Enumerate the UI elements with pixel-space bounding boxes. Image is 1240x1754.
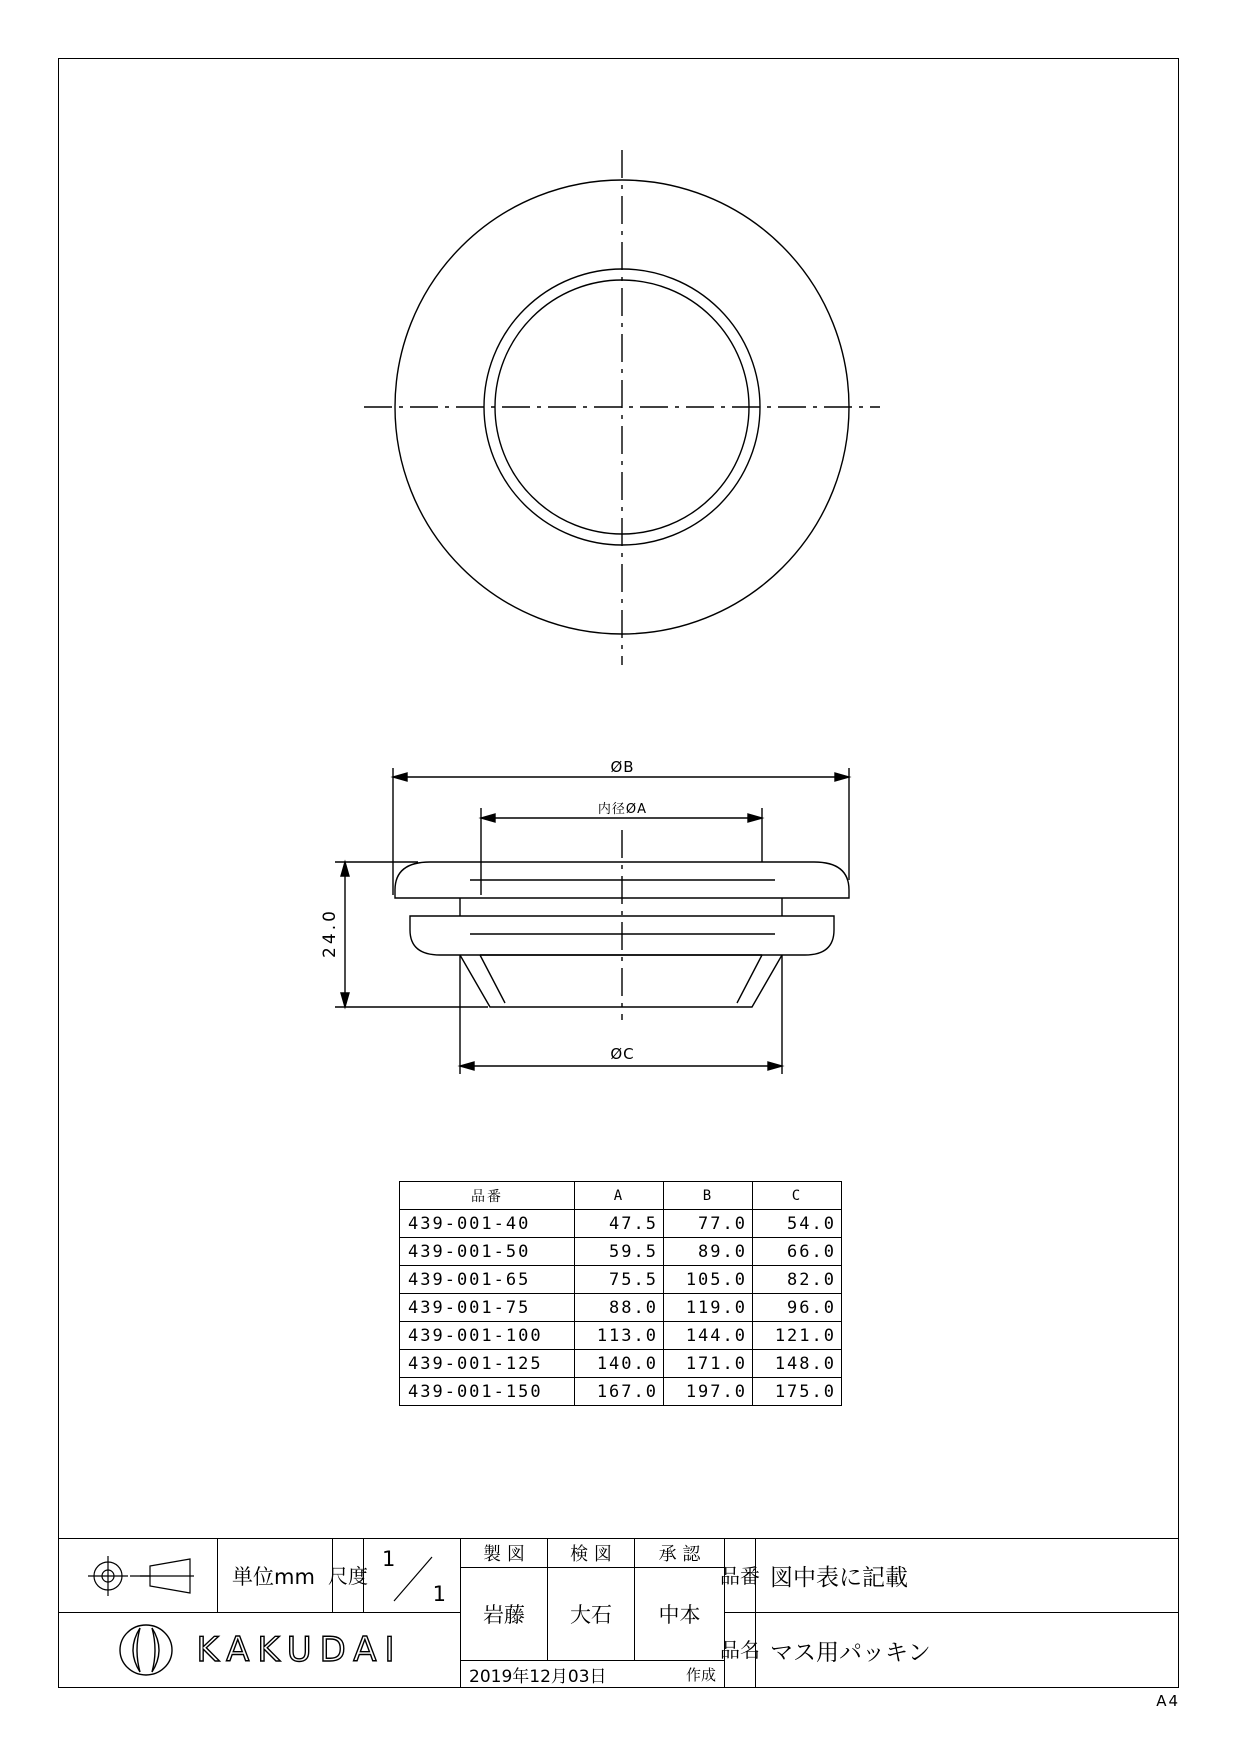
header-part-no: 品番 — [400, 1182, 575, 1210]
cell-c: 54.0 — [753, 1210, 842, 1238]
table-row — [400, 1294, 842, 1322]
date-cell — [460, 1660, 725, 1688]
scale-slash — [364, 1539, 462, 1614]
part-name-label: 品名 — [724, 1612, 756, 1688]
cell-part-no: 439-001-65 — [400, 1266, 575, 1294]
table-row — [400, 1238, 842, 1266]
sheet-size: A4 — [1156, 1692, 1180, 1710]
company-cell — [58, 1612, 461, 1688]
cell-c: 82.0 — [753, 1266, 842, 1294]
cell-b: 197.0 — [664, 1378, 753, 1406]
part-no-label: 品番 — [724, 1538, 756, 1613]
scale-denominator: 1 — [432, 1582, 446, 1606]
header-c: C — [753, 1182, 842, 1210]
cell-b: 77.0 — [664, 1210, 753, 1238]
cell-b: 171.0 — [664, 1350, 753, 1378]
table-row — [400, 1350, 842, 1378]
cell-part-no: 439-001-125 — [400, 1350, 575, 1378]
cell-b: 105.0 — [664, 1266, 753, 1294]
cell-part-no: 439-001-75 — [400, 1294, 575, 1322]
role-drawn: 製 図 — [460, 1538, 548, 1568]
cell-b: 89.0 — [664, 1238, 753, 1266]
name-drawn: 岩藤 — [460, 1567, 548, 1661]
title-block — [58, 1538, 1179, 1688]
dim-outer-label: ØB — [610, 758, 635, 776]
scale-numerator: 1 — [382, 1547, 396, 1571]
part-no-value: 図中表に記載 — [755, 1538, 1179, 1613]
cell-part-no: 439-001-100 — [400, 1322, 575, 1350]
cell-part-no: 439-001-50 — [400, 1238, 575, 1266]
cell-b: 119.0 — [664, 1294, 753, 1322]
cell-b: 144.0 — [664, 1322, 753, 1350]
role-approved: 承 認 — [634, 1538, 725, 1568]
dimension-table — [399, 1181, 842, 1406]
cell-a: 167.0 — [575, 1378, 664, 1406]
cell-part-no: 439-001-150 — [400, 1378, 575, 1406]
cell-part-no: 439-001-40 — [400, 1210, 575, 1238]
created-label: 作成 — [685, 1665, 716, 1684]
cell-c: 148.0 — [753, 1350, 842, 1378]
top-view — [364, 150, 880, 665]
cell-a: 59.5 — [575, 1238, 664, 1266]
scale-value-cell — [363, 1538, 461, 1613]
name-checked: 大石 — [547, 1567, 635, 1661]
table-row — [400, 1210, 842, 1238]
cell-a: 140.0 — [575, 1350, 664, 1378]
company-name: KAKUDAI — [196, 1630, 403, 1670]
header-b: B — [664, 1182, 753, 1210]
cell-c: 96.0 — [753, 1294, 842, 1322]
cell-c: 175.0 — [753, 1378, 842, 1406]
created-date: 2019年12月03日 — [469, 1666, 607, 1687]
table-row — [400, 1322, 842, 1350]
cell-a: 75.5 — [575, 1266, 664, 1294]
cell-a: 113.0 — [575, 1322, 664, 1350]
cell-c: 66.0 — [753, 1238, 842, 1266]
dim-bottom-label: ØC — [610, 1045, 635, 1063]
cell-a: 47.5 — [575, 1210, 664, 1238]
projection-symbol-cell — [58, 1538, 218, 1613]
third-angle-projection-icon — [78, 1551, 198, 1601]
table-row — [400, 1378, 842, 1406]
table-body — [400, 1210, 842, 1406]
name-approved: 中本 — [634, 1567, 725, 1661]
unit-cell: 単位mm — [217, 1538, 333, 1613]
header-a: A — [575, 1182, 664, 1210]
kakudai-logo-icon — [116, 1622, 176, 1678]
role-checked: 検 図 — [547, 1538, 635, 1568]
scale-label-cell: 尺度 — [332, 1538, 364, 1613]
part-name-value: マス用パッキン — [755, 1612, 1179, 1688]
table-header-row — [400, 1182, 842, 1210]
dim-height-label: 24.0 — [320, 908, 340, 958]
dim-inner-label: 内径ØA — [597, 802, 648, 817]
cell-a: 88.0 — [575, 1294, 664, 1322]
cell-c: 121.0 — [753, 1322, 842, 1350]
table-row — [400, 1266, 842, 1294]
